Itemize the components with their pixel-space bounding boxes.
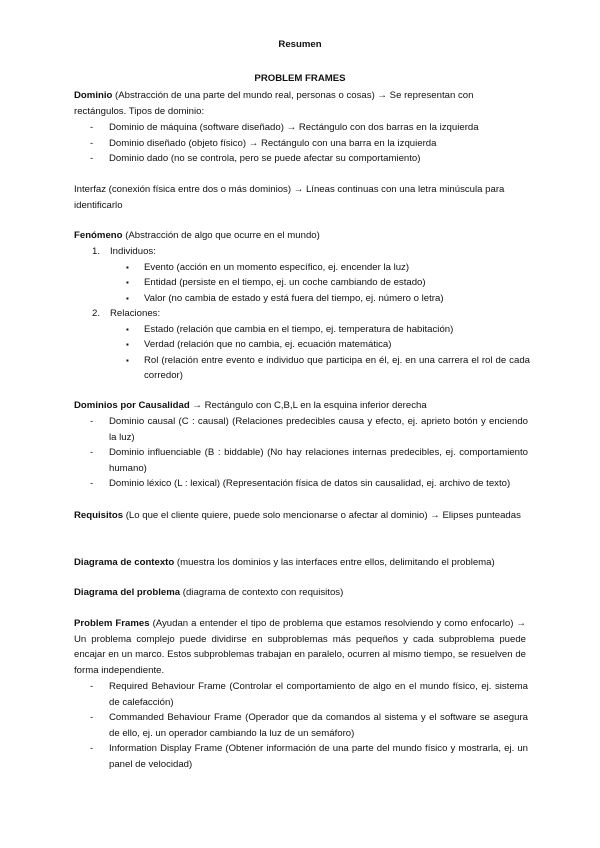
fenomeno-paragraph (74, 228, 526, 244)
list-item: ▪ Estado (relación que cambia en el tiempo, ej. temperatura de habitación) (126, 323, 454, 335)
requisitos-text: (Lo que el cliente quiere, puede solo mencionarse o afectar al dominio) → Elipses punteadas (125, 510, 521, 521)
contexto-paragraph (74, 555, 526, 571)
section-heading: PROBLEM FRAMES (254, 73, 346, 84)
dominio-list (90, 120, 530, 167)
list-item: ▪ Valor (no cambia de estado y está fuera del tiempo, ej. número o letra) (126, 292, 444, 304)
causalidad-list (90, 414, 528, 492)
sublist (126, 322, 530, 384)
dominio-paragraph (74, 88, 526, 119)
dominio-text: (Abstracción de una parte del mundo real, personas o cosas) → Se representan con rectángulos. Tipos de dominio: (74, 90, 474, 117)
requisitos-paragraph (74, 508, 526, 524)
list-item: - Dominio influenciable (B : biddable) (No hay relaciones internas predecibles, ej. comportamiento humano) (90, 447, 528, 474)
list-item: - Dominio dado (no se controla, pero se puede afectar su comportamiento) (90, 153, 421, 164)
problema-term: Diagrama del problema (74, 587, 181, 598)
list-item: - Dominio causal (C : causal) (Relaciones predecibles causa y efecto, ej. aprieto botón y enciendo la luz) (90, 416, 528, 443)
list-item: ▪ Evento (acción en un momento específico, ej. encender la luz) (126, 261, 410, 273)
frames-paragraph (74, 616, 526, 678)
causalidad-text: → Rectángulo con C,B,L en la esquina inferior derecha (192, 400, 427, 411)
frames-list (90, 679, 528, 772)
problema-text: (diagrama de contexto con requisitos) (182, 587, 344, 598)
list-item: - Information Display Frame (Obtener información de una parte del mundo físico y mostrarla, ej. un panel de velocidad) (90, 743, 528, 770)
page-title: Resumen (278, 39, 322, 50)
list-item: - Dominio diseñado (objeto físico) → Rectángulo con una barra en la izquierda (90, 137, 437, 149)
causalidad-paragraph (74, 398, 526, 414)
fenomeno-list (92, 244, 530, 384)
list-item: ▪ Rol (relación entre evento e individuo que participa en él, ej. en una carrera el rol de cada corredor) (126, 354, 530, 381)
problema-paragraph (74, 585, 526, 601)
list-item: - Commanded Behaviour Frame (Operador que da comandos al sistema y el software se asegura de ello, ej. un operador cambiando la luz de un semáforo) (90, 712, 528, 739)
frames-term: Problem Frames (74, 618, 150, 629)
list-item: - Required Behaviour Frame (Controlar el comportamiento de algo en el mundo físico, ej. sistema de calefacción) (90, 681, 528, 708)
fenomeno-term: Fenómeno (74, 230, 123, 241)
frames-text: (Ayudan a entender el tipo de problema que estamos resolviendo y como enfocarlo) → Un problema complejo puede dividirse en subproblemas más pequeños y cada subproblema puede encajar en un marco. Estos subproblemas trabajan en paralelo, ocurren al mismo tiempo, se resuelven de forma independiente. (74, 618, 527, 676)
list-item: 2. Relaciones: ▪ Estado (relación que cambia en el tiempo, ej. temperatura de habitación) ▪ Verdad (relación que no cambia, ej. ecuación matemática) ▪ Rol (relación entre evento e individuo que participa en él, ej. en una carrera el rol de cada corredor) (92, 306, 530, 384)
list-item: 1. Individuos: ▪ Evento (acción en un momento específico, ej. encender la luz) ▪ Entidad (persiste en el tiempo, ej. un coche cambiando de estado) ▪ Valor (no cambia de estado y está fuera del tiempo, ej. número o letra) (92, 244, 530, 306)
list-item: - Dominio de máquina (software diseñado) → Rectángulo con dos barras en la izquierda (90, 122, 479, 133)
list-item: - Dominio léxico (L : lexical) (Representación física de datos sin causalidad, ej. archivo de texto) (90, 478, 511, 489)
sublist (126, 260, 530, 307)
contexto-text: (muestra los dominios y las interfaces entre ellos, delimitando el problema) (176, 557, 495, 568)
requisitos-term: Requisitos (74, 510, 124, 521)
fenomeno-text: (Abstracción de algo que ocurre en el mundo) (125, 230, 320, 241)
list-item: ▪ Entidad (persiste en el tiempo, ej. un coche cambiando de estado) (126, 277, 426, 288)
dominio-term: Dominio (74, 90, 113, 101)
list-item: ▪ Verdad (relación que no cambia, ej. ecuación matemática) (126, 339, 392, 350)
causalidad-term: Dominios por Causalidad (74, 400, 190, 411)
interfaz-paragraph: Interfaz (conexión física entre dos o más dominios) → Líneas continuas con una letra minúscula para identificarlo (74, 184, 505, 211)
contexto-term: Diagrama de contexto (74, 557, 175, 568)
